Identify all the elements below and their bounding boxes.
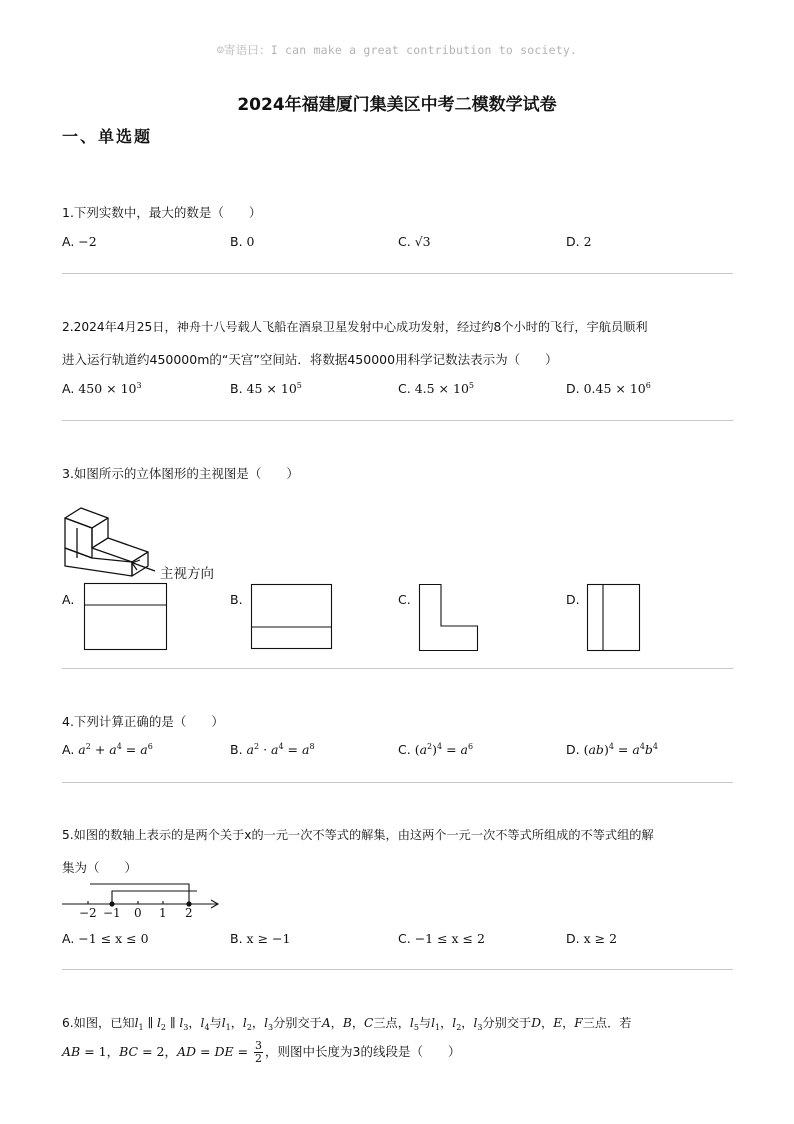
q5-option-c[interactable]: [398, 931, 485, 946]
option-label: D.: [566, 931, 580, 946]
q6-text: 分别交于: [482, 1016, 532, 1030]
tick-label: 1: [159, 906, 167, 920]
option-label: A.: [62, 742, 75, 757]
q2-option-d[interactable]: [566, 381, 651, 396]
q6-text: ，则图中长度为3的线段是（ ）: [265, 1044, 461, 1059]
option-label: A.: [62, 931, 75, 946]
q6-text: 分别交于: [273, 1016, 322, 1030]
q3-option-c-label[interactable]: C.: [398, 592, 411, 607]
q3-option-a-figure[interactable]: [84, 583, 168, 651]
option-exponent: 3: [136, 381, 142, 390]
tick-label: 0: [134, 906, 142, 920]
tick-label: 2: [185, 906, 193, 920]
question-6-line-1: 6.如图，已知$l_1$ ∥ $l_2$ ∥ $l_3$，$l_4$与$l_1$，$l_2$，$l_3$分别交于A，B，C三点，$l_5$与$l_1$，$l_2$，$l_3$分别交于D，E，F三点．若: [62, 1016, 632, 1032]
divider: [62, 273, 733, 274]
question-6-line-2: AB = 1，BC = 2，AD = DE = $\frac{3}{2}$ ，则图中长度为3的线段是（ ）: [62, 1039, 461, 1065]
view-direction-label: 主视方向: [160, 566, 214, 582]
divider: [62, 420, 733, 421]
q2-option-b[interactable]: [230, 381, 302, 396]
divider: [62, 969, 733, 970]
option-label: D.: [566, 381, 580, 396]
tick-label: −1: [103, 906, 121, 920]
option-value: 2: [583, 234, 592, 249]
option-value: √3: [414, 234, 431, 249]
option-label: A.: [62, 381, 75, 396]
q1-option-a[interactable]: [62, 234, 97, 249]
q1-option-c[interactable]: [398, 234, 431, 249]
option-value: 0: [246, 234, 255, 249]
option-exponent: 6: [645, 381, 651, 390]
q3-option-d-figure[interactable]: [587, 584, 641, 652]
option-label: C.: [398, 234, 411, 249]
q5-option-b[interactable]: [230, 931, 290, 946]
question-4-stem: 4.下列计算正确的是（ ）: [62, 714, 224, 729]
option-value: 450 × 10: [78, 381, 137, 396]
q5-option-d[interactable]: [566, 931, 617, 946]
option-value: x ≥ 2: [583, 931, 618, 946]
q3-option-a-label[interactable]: A.: [62, 592, 75, 607]
option-label: C.: [398, 381, 411, 396]
q6-text: 三点，: [373, 1016, 410, 1030]
option-exponent: 5: [296, 381, 302, 390]
q6-text: 三点．若: [582, 1016, 632, 1030]
q5-option-a[interactable]: [62, 931, 149, 946]
q4-option-d[interactable]: D. $(ab)^4 = a^4b^4$: [566, 742, 659, 757]
option-value: −2: [78, 234, 97, 249]
tick-label: −2: [79, 906, 97, 920]
q1-option-b[interactable]: [230, 234, 255, 249]
q6-text: 6.如图，已知: [62, 1016, 135, 1030]
q2-option-c[interactable]: [398, 381, 474, 396]
question-5-line-2: 集为（ ）: [62, 860, 138, 875]
option-label: C.: [398, 931, 411, 946]
question-2-line-2: 进入运行轨道约450000m的“天宫”空间站．将数据450000用科学记数法表示为（ ）: [62, 352, 558, 367]
watermark: ☺寄语曰：I can make a great contribution to society.: [216, 43, 578, 57]
q4-option-c[interactable]: C. $(a^2)^4 = a^6$: [398, 742, 474, 757]
option-label: B.: [230, 234, 243, 249]
q1-option-d[interactable]: [566, 234, 592, 249]
q3-option-b-figure[interactable]: [251, 584, 333, 650]
q3-option-c-figure[interactable]: [419, 584, 479, 652]
option-label: D.: [566, 742, 580, 757]
option-label: A.: [62, 234, 75, 249]
question-5-line-1: 5.如图的数轴上表示的是两个关于x的一元一次不等式的解集，由这两个一元一次不等式所组成的不等式组的解: [62, 828, 654, 842]
section-heading: 一、单选题: [62, 127, 153, 146]
q4-option-b[interactable]: B. $a^2 \cdot a^4 = a^8$: [230, 742, 315, 757]
question-2-line-1: 2.2024年4月25日，神舟十八号载人飞船在酒泉卫星发射中心成功发射，经过约8个小时的飞行，宇航员顺利: [62, 320, 648, 334]
option-exponent: 5: [468, 381, 474, 390]
q3-option-d-label[interactable]: D.: [566, 592, 580, 607]
page-title: 2024年福建厦门集美区中考二模数学试卷: [237, 95, 557, 115]
question-3-stem: 3.如图所示的立体图形的主视图是（ ）: [62, 466, 299, 481]
divider: [62, 782, 733, 783]
option-value: 0.45 × 10: [583, 381, 646, 396]
question-1-stem: 1.下列实数中，最大的数是（ ）: [62, 205, 262, 220]
q4-option-a[interactable]: A. $a^2 + a^4 = a^6$: [62, 742, 153, 757]
option-label: B.: [230, 931, 243, 946]
option-label: C.: [398, 742, 411, 757]
q3-option-b-label[interactable]: B.: [230, 592, 243, 607]
option-value: −1 ≤ x ≤ 2: [414, 931, 485, 946]
q2-option-a[interactable]: [62, 381, 142, 396]
option-label: D.: [566, 234, 580, 249]
option-value: x ≥ −1: [246, 931, 291, 946]
divider: [62, 668, 733, 669]
option-label: B.: [230, 381, 243, 396]
option-label: B.: [230, 742, 243, 757]
option-value: 45 × 10: [246, 381, 297, 396]
option-value: 4.5 × 10: [414, 381, 469, 396]
fraction: $\frac{3}{2}$: [255, 1039, 263, 1065]
option-value: −1 ≤ x ≤ 0: [78, 931, 149, 946]
